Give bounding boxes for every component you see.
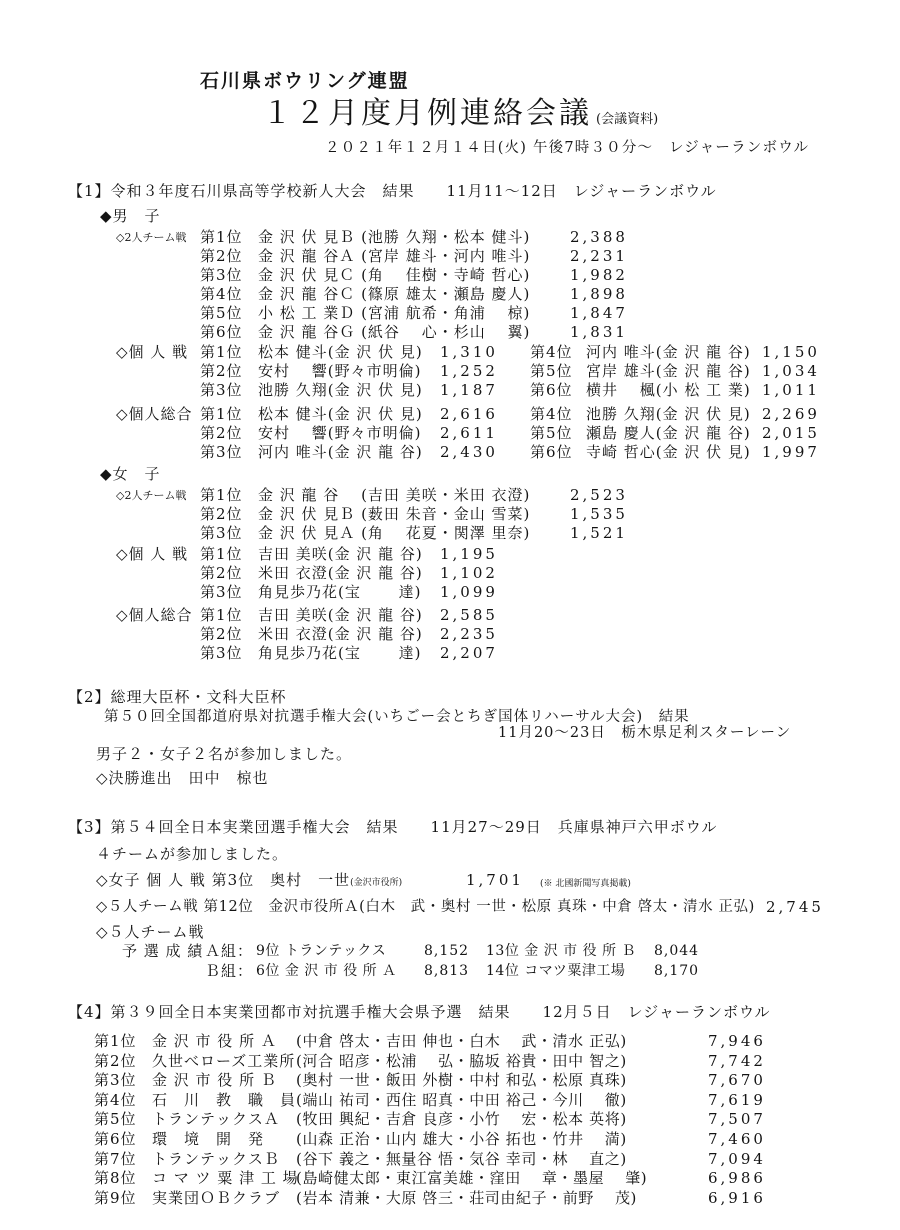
team-score: 1,847 <box>570 304 628 322</box>
score: 2,616 <box>440 405 498 423</box>
city-rank: 第9位 <box>94 1188 137 1207</box>
player: 安村 響(野々市明倫) <box>258 424 422 442</box>
city-rank: 第1位 <box>94 1032 137 1050</box>
score: 1,099 <box>440 583 498 601</box>
prelim-group: Ａ組： <box>205 942 254 960</box>
prelim-team: 14位 コマツ粟津工場 <box>486 963 626 979</box>
city-score: 6,916 <box>708 1188 766 1207</box>
title-text: １２月度月例連絡会議 <box>262 96 592 131</box>
prelim-team: 9位 トランテックス <box>256 943 387 959</box>
player: 米田 衣澄(金 沢 龍 谷) <box>258 564 423 582</box>
player: 瀬島 慶人(金 沢 龍 谷) <box>586 424 751 442</box>
female-indiv-label: ◇個 人 戦 <box>116 545 189 563</box>
rank: 第1位 <box>200 405 243 423</box>
score: 1,252 <box>440 362 498 380</box>
team-rank: 第3位 <box>200 524 243 542</box>
section-3-line-1: ４チームが参加しました。 <box>96 845 289 863</box>
team-name: 金 沢 伏 見Ｂ (池勝 久翔・松本 健斗) <box>258 228 531 246</box>
rank: 第2位 <box>200 564 243 582</box>
score: 1,310 <box>440 343 498 361</box>
male-team-label: ◇2人チーム戦 <box>116 231 187 244</box>
city-rank: 第7位 <box>94 1149 137 1168</box>
rank: 第1位 <box>200 545 243 563</box>
city-score: 7,946 <box>708 1032 766 1050</box>
female-total-label: ◇個人総合 <box>116 606 193 624</box>
prelim-score: 8,170 <box>654 963 700 979</box>
rank: 第3位 <box>200 381 243 399</box>
player: 米田 衣澄(金 沢 龍 谷) <box>258 625 423 643</box>
city-score: 6,986 <box>708 1169 766 1188</box>
rank: 第3位 <box>200 583 243 601</box>
team-name: 金 沢 龍 谷Ａ (宮岸 雄斗・河内 唯斗) <box>258 247 531 265</box>
team-name: 金 沢 伏 見Ｃ (角 佳樹・寺崎 哲心) <box>258 266 531 284</box>
team-score: 2,388 <box>570 228 628 246</box>
team-rank: 第3位 <box>200 266 243 284</box>
prelim-label: 予 選 成 績 <box>122 942 204 960</box>
five-team-heading: ◇５人チーム戦 <box>96 923 205 941</box>
section-1-heading: 【1】令和３年度石川県高等学校新人大会 結果 11月11～12日 レジャーランボウル <box>68 182 717 200</box>
prelim-score: 8,152 <box>424 943 470 959</box>
city-team: 石 川 教 職 員 <box>152 1090 297 1109</box>
city-score: 7,507 <box>708 1110 766 1129</box>
team-name: 金 沢 伏 見Ａ (角 花夏・関澤 里奈) <box>258 524 531 542</box>
team-name: 金 沢 龍 谷Ｇ (紙谷 心・杉山 翼) <box>258 323 531 341</box>
city-members: (端山 祐司・西住 昭真・中田 裕己・今川 徹) <box>296 1090 627 1109</box>
score: 2,235 <box>440 625 498 643</box>
women-individual-result <box>96 871 402 892</box>
team-rank: 第1位 <box>200 486 243 504</box>
team-name: 金 沢 龍 谷 (吉田 美咲・米田 衣澄) <box>258 486 531 504</box>
score: 1,187 <box>440 381 498 399</box>
team-score: 2,231 <box>570 247 628 265</box>
score: 2,430 <box>440 443 498 461</box>
player: 河内 唯斗(金 沢 龍 谷) <box>258 443 423 461</box>
team-score: 1,831 <box>570 323 628 341</box>
rank: 第3位 <box>200 443 243 461</box>
player: 吉田 美咲(金 沢 龍 谷) <box>258 606 423 624</box>
player: 池勝 久翔(金 沢 伏 見) <box>258 381 423 399</box>
city-score: 7,460 <box>708 1130 766 1148</box>
women-individual-score: 1,701 <box>466 871 524 889</box>
women-individual-note: (※ 北國新聞写真掲載) <box>540 879 631 889</box>
score: 1,011 <box>762 381 820 399</box>
team-score: 1,521 <box>570 524 628 542</box>
city-members: (奥村 一世・飯田 外樹・中村 和弘・松原 真珠) <box>296 1071 627 1090</box>
team-score: 1,982 <box>570 266 628 284</box>
city-score: 7,670 <box>708 1071 766 1090</box>
section-3-heading: 【3】第５４回全日本実業団選手権大会 結果 11月27～29日 兵庫県神戸六甲ボウル <box>68 818 718 836</box>
five-team-result: ◇５人チーム戦 第12位 金沢市役所Ａ(白木 武・奥村 一世・松原 真珠・中倉 啓太・清水 正弘) <box>96 899 755 915</box>
city-rank: 第3位 <box>94 1071 137 1090</box>
team-score: 2,523 <box>570 486 628 504</box>
player: 松本 健斗(金 沢 伏 見) <box>258 343 423 361</box>
rank: 第6位 <box>530 443 573 461</box>
male-heading: ◆男 子 <box>100 207 161 225</box>
section-2-line-1: 第５０回全国都道府県対抗選手権大会(いちごー会とちぎ国体リハーサル大会) 結果 <box>104 709 690 725</box>
team-name: 小 松 工 業Ｄ (宮浦 航希・角浦 椋) <box>258 304 531 322</box>
document-title <box>262 88 658 132</box>
team-score: 1,535 <box>570 505 628 523</box>
team-rank: 第2位 <box>200 505 243 523</box>
player: 横井 楓(小 松 工 業) <box>586 381 751 399</box>
player: 河内 唯斗(金 沢 龍 谷) <box>586 343 751 361</box>
score: 2,585 <box>440 606 498 624</box>
rank: 第2位 <box>200 625 243 643</box>
section-4-heading: 【4】第３９回全日本実業団都市対抗選手権大会県予選 結果 12月５日 レジャーランボウル <box>68 1003 771 1021</box>
city-team: 金 沢 市 役 所 Ｂ <box>152 1071 277 1090</box>
player: 池勝 久翔(金 沢 伏 見) <box>586 405 751 423</box>
rank: 第4位 <box>530 405 573 423</box>
prelim-team: 6位 金 沢 市 役 所 Ａ <box>256 963 397 979</box>
player: 角見歩乃花(宝 達) <box>258 644 422 662</box>
city-team: 久世べローズ工業所 <box>152 1051 296 1070</box>
rank: 第1位 <box>200 606 243 624</box>
city-team: トランテックスＡ <box>152 1110 280 1129</box>
city-score: 7,094 <box>708 1149 766 1168</box>
city-team: コ マ ツ 粟 津 工 場 <box>152 1169 299 1188</box>
city-score: 7,619 <box>708 1090 766 1109</box>
player: 安村 響(野々市明倫) <box>258 362 422 380</box>
city-members: (島崎健太郎・東江富美雄・窪田 章・墨屋 肇) <box>296 1169 648 1188</box>
rank: 第3位 <box>200 644 243 662</box>
team-name: 金 沢 伏 見Ｂ (薮田 朱音・金山 雪菜) <box>258 505 531 523</box>
city-team: 実業団ＯＢクラブ <box>152 1188 281 1207</box>
city-team: 環 境 開 発 <box>152 1130 265 1148</box>
section-2-line-4: ◇決勝進出 田中 椋也 <box>96 769 269 787</box>
women-individual-affiliation: (金沢市役所) <box>350 878 403 888</box>
score: 2,611 <box>440 424 498 442</box>
team-rank: 第1位 <box>200 228 243 246</box>
rank: 第5位 <box>530 424 573 442</box>
score: 1,150 <box>762 343 820 361</box>
city-team: 金 沢 市 役 所 Ａ <box>152 1032 277 1050</box>
five-team-score: 2,745 <box>766 898 824 916</box>
prelim-team: 13位 金 沢 市 役 所 Ｂ <box>486 943 637 959</box>
city-members: (中倉 啓太・吉田 伸也・白木 武・清水 正弘) <box>296 1032 627 1050</box>
rank: 第5位 <box>530 362 573 380</box>
city-score: 7,742 <box>708 1051 766 1070</box>
score: 1,997 <box>762 443 820 461</box>
city-members: (谷下 義之・無量谷 悟・気谷 幸司・林 直之) <box>296 1149 627 1168</box>
team-name: 金 沢 龍 谷Ｃ (篠原 雄太・瀬島 慶人) <box>258 285 531 303</box>
score: 2,207 <box>440 644 498 662</box>
city-rank: 第2位 <box>94 1051 137 1070</box>
section-2-line-3: 男子２・女子２名が参加しました。 <box>96 745 353 763</box>
rank: 第1位 <box>200 343 243 361</box>
male-total-label: ◇個人総合 <box>116 405 193 423</box>
city-rank: 第8位 <box>94 1169 137 1188</box>
female-heading: ◆女 子 <box>100 465 161 483</box>
city-members: (河合 昭彦・松浦 弘・脇坂 裕貴・田中 智之) <box>296 1051 627 1070</box>
rank: 第4位 <box>530 343 573 361</box>
score: 1,195 <box>440 545 498 563</box>
team-rank: 第6位 <box>200 323 243 341</box>
section-2-heading: 【2】総理大臣杯・文科大臣杯 <box>68 688 287 706</box>
city-rank: 第4位 <box>94 1090 137 1109</box>
city-members: (山森 正治・山内 雄大・小谷 拓也・竹井 満) <box>296 1130 627 1148</box>
player: 寺崎 哲心(金 沢 伏 見) <box>586 443 751 461</box>
male-indiv-label: ◇個 人 戦 <box>116 343 189 361</box>
team-rank: 第5位 <box>200 304 243 322</box>
score: 1,102 <box>440 564 498 582</box>
city-members: (岩本 清兼・大原 啓三・荘司由紀子・前野 茂) <box>296 1188 638 1207</box>
organization-name: 石川県ボウリング連盟 <box>200 70 410 92</box>
title-note: (会議資料) <box>596 112 659 127</box>
city-rank: 第5位 <box>94 1110 137 1129</box>
prelim-score: 8,813 <box>424 963 470 979</box>
score: 2,269 <box>762 405 820 423</box>
rank: 第2位 <box>200 362 243 380</box>
score: 2,015 <box>762 424 820 442</box>
team-rank: 第2位 <box>200 247 243 265</box>
player: 角見歩乃花(宝 達) <box>258 583 422 601</box>
section-2-line-2: 11月20～23日 栃木県足利スターレーン <box>498 725 792 741</box>
meeting-date: ２０２１年１２月１４日(火) 午後7時３０分～ レジャーランボウル <box>325 140 810 156</box>
player: 宮岸 雄斗(金 沢 龍 谷) <box>586 362 751 380</box>
prelim-score: 8,044 <box>654 943 700 959</box>
city-members: (牧田 興紀・吉倉 良彦・小竹 宏・松本 英将) <box>296 1110 627 1129</box>
prelim-group: Ｂ組： <box>205 962 254 980</box>
player: 吉田 美咲(金 沢 龍 谷) <box>258 545 423 563</box>
rank: 第6位 <box>530 381 573 399</box>
city-team: トランテックスＢ <box>152 1149 280 1168</box>
team-rank: 第4位 <box>200 285 243 303</box>
score: 1,034 <box>762 362 820 380</box>
city-rank: 第6位 <box>94 1130 137 1148</box>
women-individual-label: ◇女子 個 人 戦 第3位 奥村 一世 <box>96 871 351 889</box>
female-team-label: ◇2人チーム戦 <box>116 489 187 502</box>
rank: 第2位 <box>200 424 243 442</box>
team-score: 1,898 <box>570 285 628 303</box>
player: 松本 健斗(金 沢 伏 見) <box>258 405 423 423</box>
